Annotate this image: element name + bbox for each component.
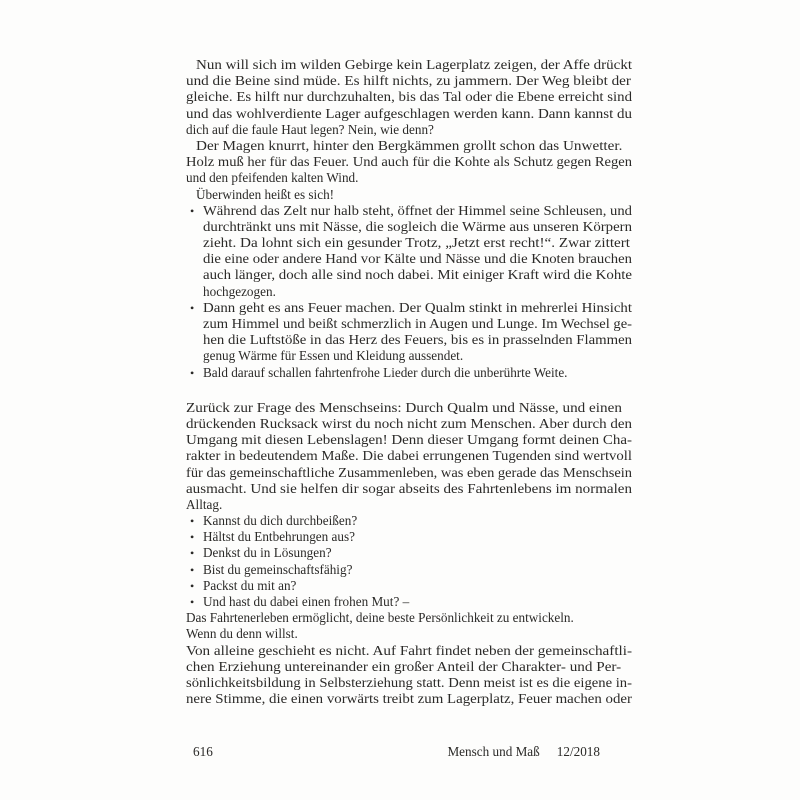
line-text: Hältst du Entbehrungen aus? [203,529,355,545]
line-text: und den pfeifenden kalten Wind. [186,170,359,186]
line-text: dich auf die faule Haut legen? Nein, wie denn? [186,121,434,137]
text-line [186,448,632,464]
line-text: nere Stimme, die einen vorwärts treibt zum Lagerplatz, Feuer machen oder [186,691,632,707]
line-text: gleiche. Es hilft nur durchzuhalten, bis das Tal oder die Ebene erreicht sind [186,89,632,105]
text-line [186,691,632,707]
page-footer [193,744,600,760]
text-line [186,154,632,170]
line-text: zum Himmel und beißt schmerzlich in Augen und Lunge. Im Wechsel ge- [203,316,632,331]
bullet-icon: • [190,365,195,380]
text-line [186,57,632,73]
text-line [186,89,632,105]
text-line [186,332,632,348]
text-line [186,348,632,364]
text-line [186,251,632,267]
line-text: hen die Luftstöße in das Herz des Feuers, bis es in prasselnden Flammen [203,332,632,348]
line-text: chen Erziehung untereinander ein großer Anteil der Charakter- und Per- [186,658,622,674]
line-text: drückenden Rucksack wirst du noch nicht zum Menschen. Aber durch den [186,415,632,431]
line-text: Bald darauf schallen fahrtenfrohe Lieder durch die unberührte Weite. [203,364,568,380]
line-text: Zurück zur Frage des Menschseins: Durch Qualm und Nässe, und einen [186,399,622,415]
text-line [186,626,632,642]
page-number: 616 [193,744,213,759]
bullet-icon: • [190,546,195,561]
issue-number: 12/2018 [556,744,600,759]
text-line [186,316,632,332]
line-text: Dann geht es ans Feuer machen. Der Qualm stinkt in mehrerlei Hinsicht [203,299,632,315]
line-text: sönlichkeitsbildung in Selbsterziehung statt. Denn meist ist es die eigene in- [186,674,632,690]
text-line [186,73,632,89]
line-text: Das Fahrtenerleben ermöglicht, deine beste Persönlichkeit zu entwickeln. [186,610,574,626]
text-line [186,497,632,513]
line-text: Der Magen knurrt, hinter den Bergkämmen grollt schon das Unwetter. [196,137,623,153]
line-text: für das gemeinschaftliche Zusammenleben, was eben gerade das Menschsein [186,464,632,480]
text-line [186,235,632,251]
text-line [186,267,632,283]
line-text: Umgang mit diesen Lebenslagen! Denn dieser Umgang formt deinen Cha- [186,432,632,448]
text-line [186,170,632,186]
text-line [186,219,632,235]
line-text: durchtränkt uns mit Nässe, die sogleich die Wärme aus unseren Körpern [203,218,632,234]
bullet-icon: • [190,595,195,609]
bullet-icon: • [190,530,195,545]
line-text: Überwinden heißt es sich! [196,186,335,202]
text-line [186,562,632,578]
bullet-icon: • [190,578,195,593]
line-text: Packst du mit an? [203,577,297,593]
line-text: und die Beine sind müde. Es hilft nichts, zu jammern. Der Weg bleibt der [186,73,631,89]
text-line [186,643,632,659]
line-text: Während das Zelt nur halb steht, öffnet der Himmel seine Schleusen, und [203,202,632,218]
text-line [186,578,632,594]
journal-title: Mensch und Maß [447,744,540,759]
text-line [186,203,632,219]
text-line [186,416,632,432]
line-text: genug Wärme für Essen und Kleidung aussendet. [203,348,464,364]
paragraph-spacer [186,381,632,400]
line-text: Von alleine geschieht es nicht. Auf Fahrt findet neben der gemeinschaftli- [186,642,632,658]
line-text: Kannst du dich durchbeißen? [203,513,358,529]
line-text: die eine oder andere Hand vor Kälte und Nässe und die Knoten brauchen [203,251,632,267]
line-text: Und hast du dabei einen frohen Mut? – [203,594,410,609]
text-line [186,610,632,626]
text-line [186,465,632,481]
text-line [186,106,632,122]
bullet-icon: • [190,562,195,577]
text-line [186,481,632,497]
text-line [186,284,632,300]
text-line [186,138,632,154]
text-line [186,365,632,381]
text-line [186,545,632,561]
text-line [186,300,632,316]
text-line [186,400,632,416]
line-text: auch länger, doch alle sind noch dabei. Mit einiger Kraft wird die Kohte [203,267,632,283]
text-line [186,187,632,203]
text-line [186,594,632,610]
line-text: und das wohlverdiente Lager aufgeschlagen werden kann. Dann kannst du [186,105,632,121]
bullet-icon: • [190,514,195,529]
line-text: zieht. Da lohnt sich ein gesunder Trotz, „Jetzt erst recht!“. Zwar zittert [203,235,631,251]
text-line [186,513,632,529]
line-text: Nun will sich im wilden Gebirge kein Lagerplatz zeigen, der Affe drückt [196,57,632,72]
line-text: Wenn du denn willst. [186,626,298,642]
bullet-icon: • [190,300,195,315]
text-line [186,529,632,545]
article-text [186,57,632,707]
line-text: Alltag. [186,496,223,512]
line-text: rakter in bedeutendem Maße. Die dabei errungenen Tugenden sind wertvoll [186,448,632,464]
bullet-icon: • [190,203,195,218]
text-line [186,659,632,675]
line-text: ausmacht. Und sie helfen dir sogar abseits des Fahrtenlebens im normalen [186,480,632,496]
text-line [186,675,632,691]
line-text: Bist du gemeinschaftsfähig? [203,561,353,577]
line-text: Holz muß her für das Feuer. Und auch für die Kohte als Schutz gegen Regen [186,154,632,170]
text-line [186,122,632,138]
line-text: Denkst du in Lösungen? [203,545,332,561]
text-line [186,432,632,448]
footer-journal-info [447,744,600,760]
line-text: hochgezogen. [203,283,276,299]
